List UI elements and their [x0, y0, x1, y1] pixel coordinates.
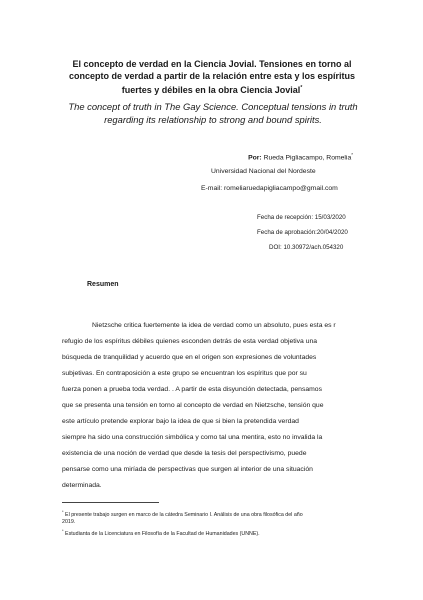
title-line: concepto de verdad a partir de la relación entre esta y los espíritus [68, 71, 356, 81]
subtitle-line: regarding its relationship to strong and bound spirits. [104, 113, 322, 125]
title-footnote-mark: * [300, 85, 303, 91]
author-email: E-mail: romeliaruedapigliacampo@gmail.com [201, 185, 338, 192]
footnote-1 [62, 508, 364, 526]
subtitle-line: The concept of truth in The Gay Science. Conceptual tensions in truth [68, 101, 358, 112]
abstract-line: que se presenta una tensión en torno al concepto de verdad en Nietzsche, tensión que [62, 402, 324, 409]
abstract-line: siempre ha sido una construcción simbólica y como tal una mentira, esto no invalida la [62, 434, 323, 441]
abstract-line: determinada. [62, 482, 102, 489]
section-heading: Resumen [87, 281, 119, 288]
footnote-mark: * [62, 509, 64, 514]
footnote-text: 2019. [62, 518, 76, 525]
footnotes [62, 508, 364, 540]
abstract-line: existencia de una noción de verdad que desde la tesis del perspectivismo, puede [62, 450, 307, 457]
author-footnote-mark: * [351, 152, 353, 157]
footnote-mark: * [62, 528, 64, 534]
abstract-line: pensarse como una miríada de perspectivas que surgen al interior de una situación [62, 466, 313, 473]
abstract-line: fuerza ponen a prueba toda verdad. . A partir de esta disyunción detectada, pensamos [62, 386, 322, 393]
title-line-text: fuertes y débiles en la obra Ciencia Jovial [121, 85, 301, 95]
abstract-line: Nietzsche critica fuertemente la idea de verdad como un absoluto, pues esta es r [92, 322, 336, 329]
doi: DOI: 10.30972/ach.054320 [269, 244, 344, 251]
footnote-text: El presente trabajo surgen en marco de la cátedra Seminario I. Análisis de una obra filosófica del año [63, 511, 303, 518]
publication-dates [257, 214, 348, 259]
footnote-2 [62, 527, 364, 538]
author-name: Rueda Pigliacampo, Romelia [261, 154, 352, 162]
por-label: Por: [248, 154, 262, 162]
title-line [62, 82, 362, 96]
author-line [191, 150, 353, 162]
received-date: Fecha de recepción: 15/03/2020 [257, 214, 346, 221]
approved-date: Fecha de aprobación:20/04/2020 [257, 229, 348, 236]
abstract-line: subjetivas. En contraposición a este grupo se encuentran los espíritus que por su [62, 370, 307, 377]
paper-title [62, 58, 362, 96]
title-line: El concepto de verdad en la Ciencia Jovial. Tensiones en torno al [72, 59, 352, 69]
abstract-line: búsqueda de tranquilidad y acuerdo que en el origen son expresiones de voluntades [62, 354, 317, 361]
footnote-text: Estudianta de la Licenciatura en Filosofía de la Facultad de Humanidades (UNNE). [63, 531, 260, 538]
english-title [52, 101, 374, 126]
abstract-line: este artículo pretende explorar bajo la idea de que si bien la pretendida verdad [62, 418, 299, 425]
footnote-divider [62, 502, 159, 503]
author-block [191, 150, 361, 201]
abstract-body [62, 318, 364, 494]
abstract-line: refugio de los espíritus débiles quienes esconden detrás de esta verdad objetiva una [62, 338, 318, 345]
author-affiliation: Universidad Nacional del Nordeste [211, 168, 316, 175]
